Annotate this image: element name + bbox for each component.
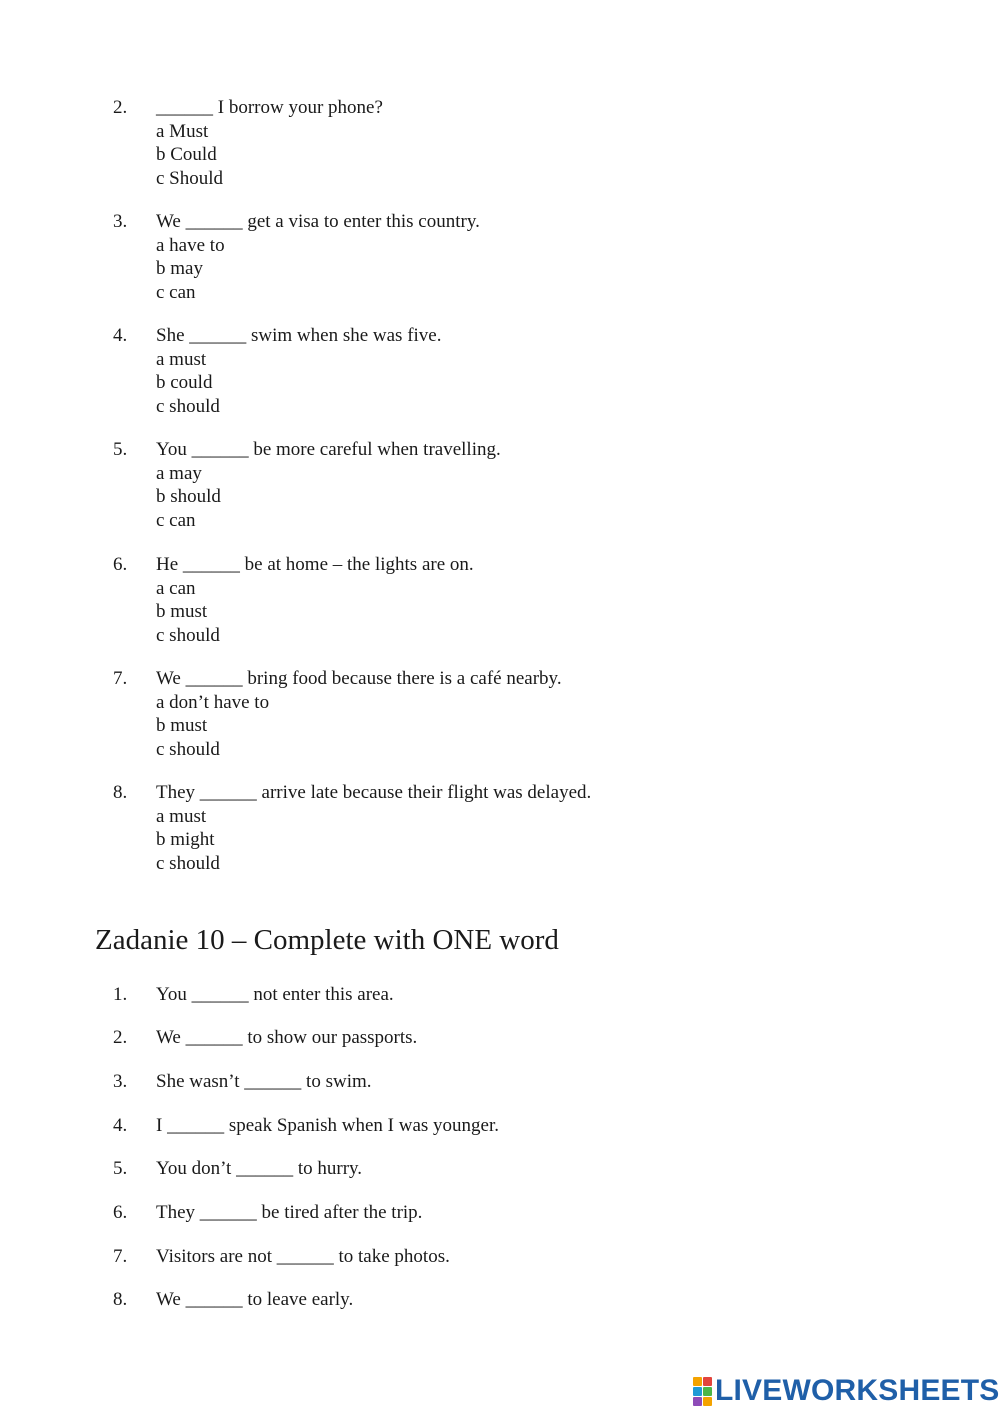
logo-block <box>693 1377 702 1386</box>
options-list <box>156 577 220 648</box>
option-c[interactable]: c should <box>156 852 220 874</box>
question-text[interactable]: They ______ be tired after the trip. <box>156 1202 423 1223</box>
option-c[interactable]: c should <box>156 738 220 760</box>
option-a[interactable]: a must <box>156 348 207 370</box>
question-number: 8. <box>113 782 128 803</box>
question-text: They ______ arrive late because their flight was delayed. <box>156 782 592 803</box>
question-text[interactable]: Visitors are not ______ to take photos. <box>156 1246 450 1267</box>
question-number: 8. <box>113 1289 128 1310</box>
options-list <box>156 348 220 419</box>
question-number: 7. <box>113 668 128 689</box>
question-text: He ______ be at home – the lights are on. <box>156 554 474 575</box>
option-b[interactable]: b Could <box>156 144 217 165</box>
question-number: 3. <box>113 211 128 232</box>
question-text[interactable]: You don’t ______ to hurry. <box>156 1158 363 1179</box>
question-number: 3. <box>113 1071 128 1092</box>
option-a[interactable]: a have to <box>156 234 225 256</box>
option-b[interactable]: b might <box>156 829 215 850</box>
question-text: We ______ get a visa to enter this country. <box>156 211 480 232</box>
option-c[interactable]: c can <box>156 509 196 531</box>
options-list <box>156 462 221 533</box>
section-heading: Zadanie 10 – Complete with ONE word <box>95 924 559 956</box>
option-b[interactable]: b may <box>156 258 203 279</box>
question-number: 5. <box>113 1158 128 1179</box>
option-c[interactable]: c Should <box>156 167 224 189</box>
question-text[interactable]: She wasn’t ______ to swim. <box>156 1071 372 1092</box>
question-number: 7. <box>113 1246 128 1267</box>
logo-block <box>703 1377 712 1386</box>
question-number: 5. <box>113 439 128 460</box>
question-text[interactable]: We ______ to show our passports. <box>156 1027 418 1048</box>
logo-blocks-icon <box>693 1377 712 1406</box>
options-list <box>156 234 225 305</box>
logo-block <box>703 1397 712 1406</box>
option-c[interactable]: c should <box>156 395 220 417</box>
options-list <box>156 805 220 876</box>
question-number: 4. <box>113 1115 128 1136</box>
option-a[interactable]: a Must <box>156 120 209 142</box>
question-text[interactable]: I ______ speak Spanish when I was younger. <box>156 1115 500 1136</box>
logo-block <box>693 1397 702 1406</box>
question-number: 6. <box>113 554 128 575</box>
liveworksheets-logo[interactable] <box>693 1376 1000 1406</box>
option-a[interactable]: a must <box>156 805 207 827</box>
options-list <box>156 691 269 762</box>
question-text[interactable]: You ______ not enter this area. <box>156 984 394 1005</box>
option-b[interactable]: b must <box>156 601 208 622</box>
logo-block <box>693 1387 702 1396</box>
logo-block <box>703 1387 712 1396</box>
question-text: She ______ swim when she was five. <box>156 325 442 346</box>
option-c[interactable]: c should <box>156 624 220 646</box>
logo-text: LIVEWORKSHEETS <box>715 1374 1000 1407</box>
option-a[interactable]: a can <box>156 577 196 599</box>
option-b[interactable]: b could <box>156 372 213 393</box>
question-text: You ______ be more careful when travelling. <box>156 439 501 460</box>
option-b[interactable]: b should <box>156 486 221 507</box>
option-a[interactable]: a don’t have to <box>156 691 270 713</box>
question-number: 2. <box>113 97 128 118</box>
question-text[interactable]: We ______ to leave early. <box>156 1289 354 1310</box>
question-text: ______ I borrow your phone? <box>156 97 383 118</box>
question-number: 2. <box>113 1027 128 1048</box>
options-list <box>156 120 223 191</box>
question-text: We ______ bring food because there is a café nearby. <box>156 668 562 689</box>
question-number: 1. <box>113 984 128 1005</box>
question-number: 6. <box>113 1202 128 1223</box>
option-b[interactable]: b must <box>156 715 208 736</box>
option-a[interactable]: a may <box>156 462 202 484</box>
option-c[interactable]: c can <box>156 281 196 303</box>
question-number: 4. <box>113 325 128 346</box>
